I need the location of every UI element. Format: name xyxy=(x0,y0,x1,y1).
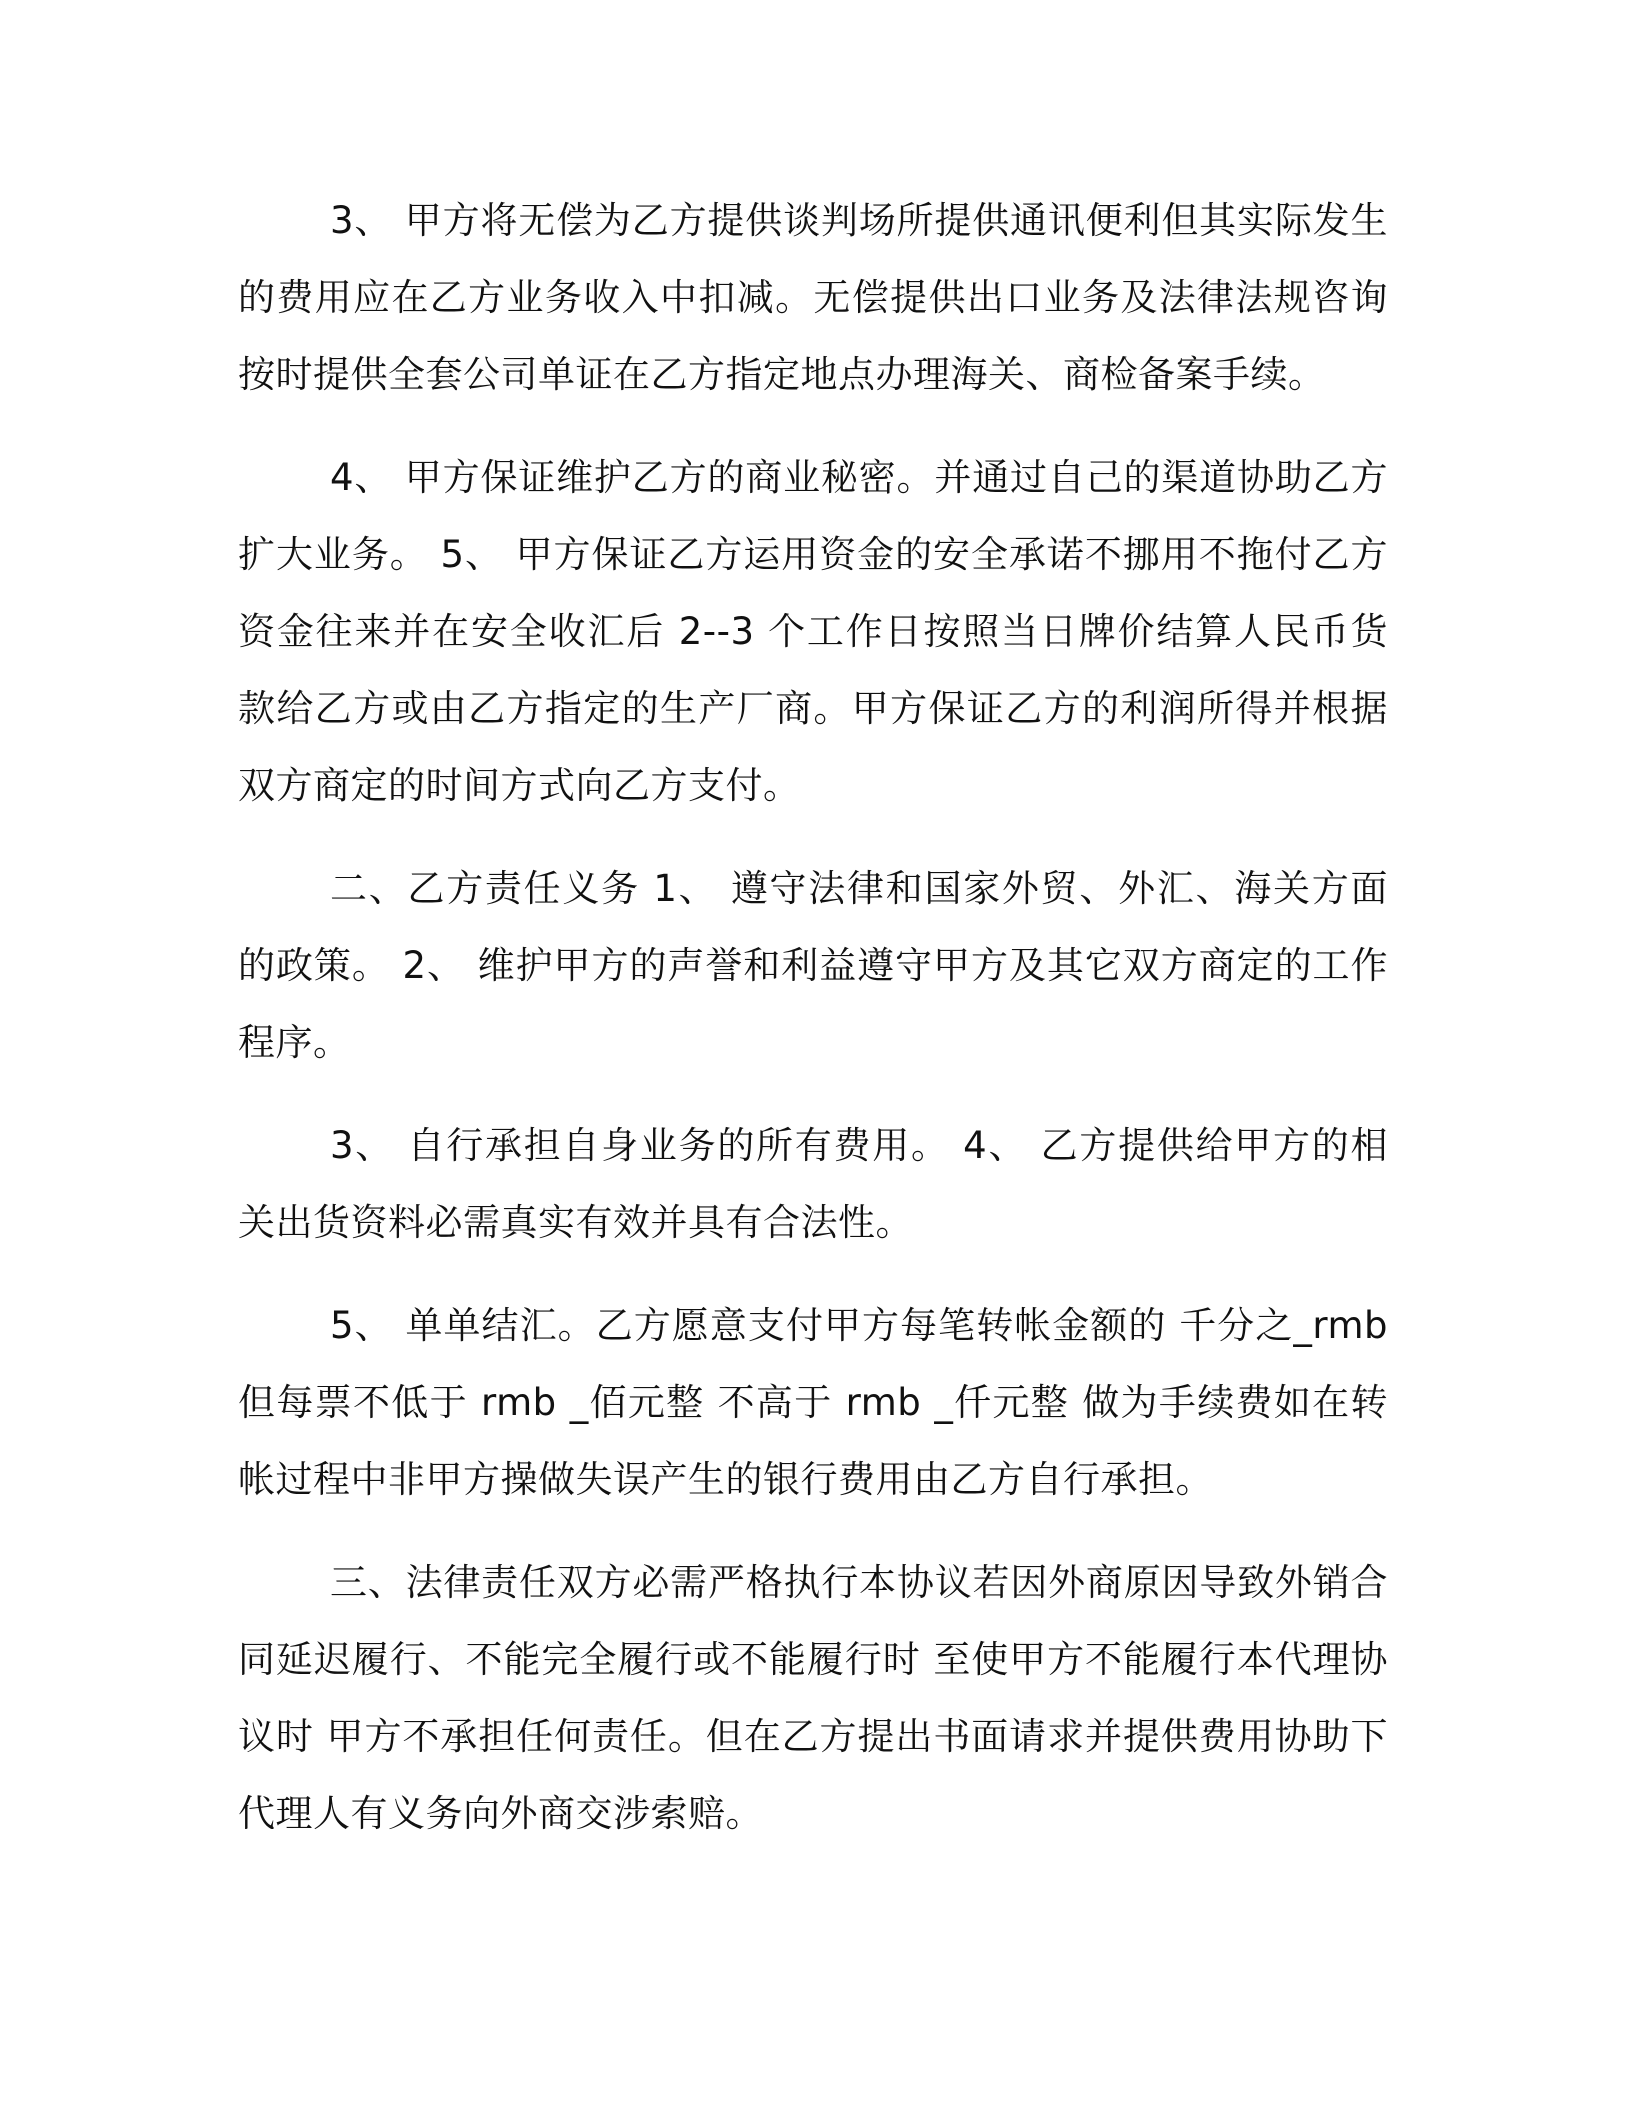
paragraph-party-a-clause-4-5: 4、 甲方保证维护乙方的商业秘密。并通过自己的渠道协助乙方扩大业务。 5、 甲方保证乙方运用资金的安全承诺不挪用不拖付乙方资金往来并在安全收汇后 2--3 个工作日按照当日牌价结算人民币货款给乙方或由乙方指定的生产厂商。甲方保证乙方的利润所得并根据双方商定的时间方式向乙方支付。 xyxy=(238,456,1388,807)
paragraph-party-b-obligations: 二、乙方责任义务 1、 遵守法律和国家外贸、外汇、海关方面的政策。 2、 维护甲方的声誉和利益遵守甲方及其它双方商定的工作程序。 xyxy=(238,867,1388,1064)
paragraph-party-b-clause-3-4: 3、 自行承担自身业务的所有费用。 4、 乙方提供给甲方的相关出货资料必需真实有效并具有合法性。 xyxy=(238,1124,1388,1244)
paragraph-party-a-clause-3: 3、 甲方将无偿为乙方提供谈判场所提供通讯便利但其实际发生的费用应在乙方业务收入中扣减。无偿提供出口业务及法律法规咨询按时提供全套公司单证在乙方指定地点办理海关、商检备案手续。 xyxy=(238,199,1388,396)
document-body xyxy=(238,182,1388,1878)
paragraph-legal-liability: 三、法律责任双方必需严格执行本协议若因外商原因导致外销合同延迟履行、不能完全履行或不能履行时 至使甲方不能履行本代理协议时 甲方不承担任何责任。但在乙方提出书面请求并提供费用协助下代理人有义务向外商交涉索赔。 xyxy=(238,1561,1388,1835)
paragraph-party-b-clause-5: 5、 单单结汇。乙方愿意支付甲方每笔转帐金额的 千分之_rmb 但每票不低于 rmb _佰元整 不高于 rmb _仟元整 做为手续费如在转帐过程中非甲方操做失误产生的银行费用由乙方自行承担。 xyxy=(238,1304,1388,1501)
